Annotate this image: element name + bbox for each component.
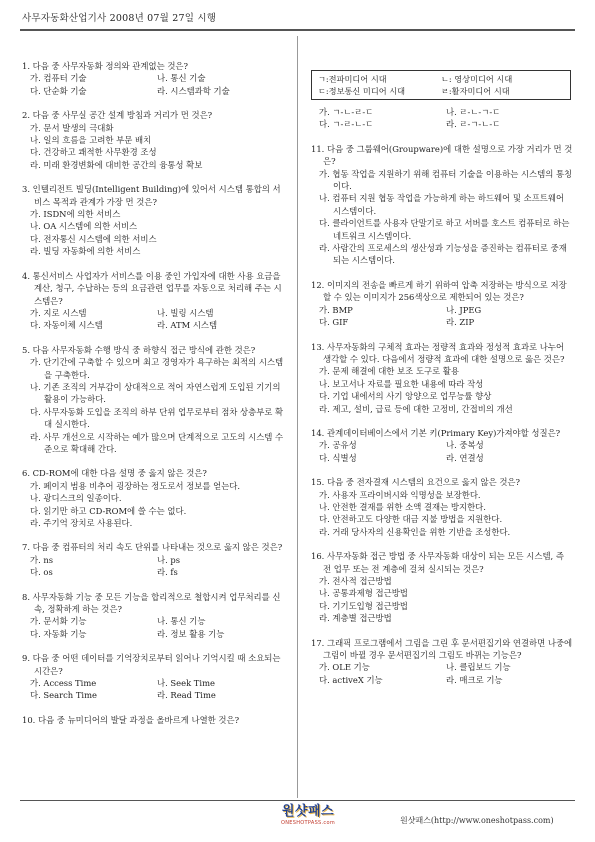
question-stem: 17. 그래픽 프로그램에서 그림을 그린 후 문서편집기와 연결하면 나중에 그림이 바뀔 경우 문서편집기의 그림도 바뀌는 기능은? — [311, 637, 573, 661]
question-item — [311, 427, 573, 464]
question-item — [311, 476, 573, 538]
question-options — [22, 208, 284, 258]
question-options — [22, 554, 284, 579]
question-options — [22, 72, 284, 97]
question-stem: 13. 사무자동화의 구체적 효과는 정량적 효과와 정성적 효과로 나누어 생각할 수 있다. 다음에서 정량적 효과에 대한 설명으로 옳은 것은? — [311, 341, 565, 364]
answer-option[interactable]: 가. 컴퓨터 기술 — [30, 73, 87, 84]
question-stem: 16. 사무자동화 접근 방법 중 사무자동화 대상이 되는 모든 시스템, 즉 전 업무 또는 전 계층에 걸쳐 실시되는 것은? — [311, 551, 564, 574]
answer-option[interactable]: 가. 공유성 — [319, 440, 357, 451]
answer-option[interactable]: 다. 읽기만 하고 CD-ROM에 쓸 수는 없다. — [30, 505, 187, 516]
answer-option[interactable]: 가. 페이지 범용 비추어 굉장하는 정도로서 정보를 얻는다. — [30, 480, 241, 491]
answer-option[interactable]: 나. 공통과제형 접근방법 — [319, 588, 408, 599]
question-options — [311, 489, 573, 539]
question-item — [22, 109, 284, 171]
answer-option[interactable]: 가. ㄱ-ㄴ-ㄹ-ㄷ — [319, 107, 374, 117]
question-item — [22, 183, 284, 257]
answer-option[interactable]: 다. os — [30, 567, 53, 578]
question-item — [22, 344, 284, 456]
footer-site-text: 원샷패스(http://www.oneshotpass.com) — [400, 816, 554, 825]
question-stem: 5. 다음 사무자동화 수행 방식 중 하향식 접근 방식에 관한 것은? — [22, 344, 256, 355]
question-options — [22, 480, 284, 530]
logo-text: 원샷패스 — [281, 804, 335, 819]
answer-option[interactable]: 라. 매크로 기능 — [446, 674, 503, 685]
answer-option[interactable]: 라. ㄹ-ㄱ-ㄴ-ㄷ — [446, 119, 501, 130]
answer-option[interactable]: 다. 기업 내에서의 사기 앙양으로 업무능률 향상 — [319, 391, 492, 402]
answer-option[interactable]: 가. BMP — [319, 304, 353, 315]
answer-option[interactable]: 나. 빌링 시스템 — [157, 307, 214, 318]
answer-option[interactable]: 나. 보고서나 자료를 필요한 내용에 따라 작성 — [319, 378, 484, 389]
answer-option[interactable]: 라. 제고, 설비, 급료 등에 대한 고정비, 간접비의 개선 — [319, 403, 513, 414]
question-stem: 8. 사무자동화 기능 중 모든 기능을 합리적으로 철합시켜 업무처리를 신속, 정확하게 하는 것은? — [22, 591, 281, 615]
answer-option[interactable]: 다. GIF — [319, 317, 349, 328]
question-stem: 14. 관계데이터베이스에서 기본 키(Primary Key)가져야할 성질은? — [311, 427, 561, 438]
answer-option[interactable]: 다. 사무자동화 도입을 조직의 하부 단위 업무로부터 점차 상층부로 확대 실시한다. — [30, 406, 284, 430]
question-item — [311, 279, 573, 329]
question-item — [22, 652, 284, 702]
answer-option[interactable]: 가. 문서화 기능 — [30, 616, 87, 627]
answer-option[interactable]: 나. 광디스크의 일종이다. — [30, 493, 122, 504]
answer-option[interactable]: 나. 컴퓨터 지원 협동 작업을 가능하게 하는 하드웨어 및 소프트웨어 시스템이다. — [319, 193, 565, 216]
answer-option[interactable]: 라. fs — [157, 567, 178, 578]
question-options — [311, 304, 573, 329]
answer-option[interactable]: 나. JPEG — [446, 304, 482, 315]
answer-option[interactable]: 가. ISDN에 의한 서비스 — [30, 209, 121, 220]
question-item — [22, 270, 284, 332]
answer-option[interactable]: 나. 안전한 결재를 위한 소액 결재는 방지한다. — [319, 501, 486, 512]
question-item — [311, 341, 573, 415]
question-stem: 2. 다음 중 사무실 공간 설계 방침과 거리가 먼 것은? — [22, 110, 213, 121]
answer-option[interactable]: 가. Access Time — [30, 678, 97, 689]
question-options — [311, 168, 573, 267]
question-stem: 9. 다음 중 어떤 데이터를 기억장치로부터 읽어나 기억시킬 때 소요되는 시간은? — [22, 653, 281, 676]
question-item — [22, 591, 284, 641]
question-options — [22, 677, 284, 702]
answer-option[interactable]: 나. Seek Time — [157, 678, 215, 689]
answer-option[interactable]: 라. 주기억 장치로 사용된다. — [30, 518, 133, 528]
question-stem: 3. 인텔리전트 빌딩(Intelligent Building)에 있어서 시스템 통합의 서비스 목적과 관계가 가장 먼 것은? — [22, 184, 281, 207]
box-item: ㄹ:활자미디어 시대 — [441, 86, 510, 96]
answer-option[interactable]: 라. 계층별 접근방법 — [319, 613, 392, 624]
question-item — [311, 143, 573, 267]
answer-option[interactable]: 가. OLE 기능 — [319, 662, 370, 673]
question-stem: 6. CD-ROM에 대한 다음 설명 중 옳지 않은 것은? — [22, 468, 207, 479]
answer-option[interactable]: 라. 빌딩 자동화에 의한 서비스 — [30, 246, 141, 257]
footer-rule — [20, 800, 575, 801]
answer-option[interactable]: 라. 시스템과학 기술 — [157, 85, 230, 96]
answer-option[interactable]: 다. ㄱ-ㄹ-ㄴ-ㄷ — [319, 119, 374, 130]
box-item: ㄱ:전파미디어 시대 — [318, 74, 387, 84]
answer-option[interactable]: 라. ZIP — [446, 317, 475, 328]
question-item — [22, 541, 284, 578]
answer-option[interactable]: 가. 단기간에 구축할 수 있으며 최고 경영자가 욕구하는 최적의 시스템을 구축한다. — [30, 357, 284, 380]
question-stem: 7. 다음 중 컴퓨터의 처리 속도 단위를 나타내는 것으로 옳지 않은 것은? — [22, 542, 283, 553]
box-item: ㄷ:정보통신 미디어 시대 — [318, 86, 406, 96]
logo-subtext: ONESHOTPASS.com — [281, 820, 335, 826]
question-item — [311, 637, 573, 687]
right-column — [311, 60, 573, 698]
answer-option[interactable]: 가. 문서 발생의 극대화 — [30, 122, 114, 133]
answer-option[interactable]: 나. 통신 기능 — [157, 616, 206, 627]
question-stem: 10. 다음 중 뉴미디어의 발달 과정을 올바르게 나열한 것은? — [22, 714, 240, 725]
answer-option[interactable]: 다. 단순화 기술 — [30, 85, 87, 96]
answer-option[interactable]: 다. 전자통신 시스템에 의한 서비스 — [30, 233, 157, 244]
answer-option[interactable]: 다. Search Time — [30, 690, 98, 701]
question-options — [22, 615, 284, 640]
answer-option[interactable]: 라. 거래 당사자의 신용확인을 위한 기반을 조성한다. — [319, 526, 511, 537]
answer-option[interactable]: 가. 협동 작업을 지원하기 위해 컴퓨터 기술을 이용하는 시스템의 통칭이다. — [319, 168, 573, 192]
answer-option[interactable]: 나. 통신 기술 — [157, 73, 206, 84]
question-options — [311, 439, 573, 464]
header-rule — [20, 29, 575, 31]
answer-option[interactable]: 다. 자동이체 시스템 — [30, 320, 103, 331]
answer-option[interactable]: 가. 문제 해결에 대한 보조 도구로 활용 — [319, 366, 459, 377]
answer-option[interactable]: 다. 안전하고도 다양한 대금 지불 방법을 지원한다. — [319, 514, 503, 525]
left-column — [22, 60, 284, 738]
answer-option[interactable]: 다. 식별성 — [319, 452, 357, 463]
answer-option[interactable]: 다. 기기도입형 접근방법 — [319, 600, 408, 611]
page-header: 사무자동화산업기사 2008년 07월 27일 시행 — [22, 13, 217, 24]
question-options — [22, 307, 284, 332]
question-stem: 12. 이미지의 전송을 빠르게 하기 위하여 압축 저장하는 방식으로 저장할 수 있는 이미지가 256색상으로 제한되어 있는 것은? — [311, 279, 567, 303]
question-options — [311, 575, 573, 625]
answer-option[interactable]: 가. 지로 시스템 — [30, 307, 87, 318]
question-10-box — [311, 70, 571, 100]
question-item — [22, 467, 284, 529]
answer-option[interactable]: 나. ps — [157, 554, 181, 565]
answer-option[interactable]: 라. 미래 환경변화에 대비한 공간의 융통성 확보 — [30, 159, 203, 170]
question-stem: 1. 다음 중 사무자동화 정의와 관계없는 것은? — [22, 61, 188, 71]
answer-option[interactable]: 나. 기존 조직의 거부감이 상대적으로 적어 자연스럽게 도입된 기기의 활용이 가능하다. — [30, 381, 281, 405]
question-item — [311, 550, 573, 624]
question-stem: 15. 다음 중 전자결재 시스템의 요건으로 옳지 않은 것은? — [311, 477, 521, 488]
answer-option[interactable]: 나. 중복성 — [446, 440, 484, 451]
question-item — [22, 714, 284, 726]
column-divider — [297, 36, 298, 798]
answer-option[interactable]: 라. ATM 시스템 — [157, 320, 218, 331]
question-stem: 4. 통신서비스 사업자가 서비스를 이용 중인 가입자에 대한 사용 요금을 계산, 청구, 수납하는 등의 요금관련 업무를 자동으로 처리해 주는 시스템은? — [22, 270, 282, 306]
answer-option[interactable]: 가. 사용자 프라이버시와 익명성을 보장한다. — [319, 489, 481, 500]
answer-option[interactable]: 다. 클라이언트를 사용자 단말기로 하고 서버를 호스트 컴퓨터로 하는 네트워크 시스템이다. — [319, 218, 570, 241]
question-options — [22, 122, 284, 172]
answer-option[interactable]: 라. 사람간의 프로세스의 생산성과 기능성을 증진하는 컴퓨터로 중재되는 시스템이다. — [319, 243, 567, 266]
question-item — [22, 60, 284, 97]
answer-option[interactable]: 다. 자동화 기능 — [30, 628, 87, 639]
answer-option[interactable]: 다. 건강하고 쾌적한 사무환경 조성 — [30, 147, 157, 158]
question-options — [311, 661, 573, 686]
answer-option[interactable]: 라. 정보 활용 기능 — [157, 628, 225, 639]
answer-option[interactable]: 나. 클립보드 기능 — [446, 662, 511, 673]
answer-option[interactable]: 라. Read Time — [157, 690, 216, 701]
question-10-options — [311, 106, 573, 131]
answer-option[interactable]: 가. 전사적 접근방법 — [319, 576, 392, 586]
question-stem: 11. 다음 중 그룹웨어(Groupware)에 대한 설명으로 가장 거리가 먼 것은? — [311, 143, 573, 167]
box-item: ㄴ: 영상미디어 시대 — [441, 74, 513, 84]
answer-option[interactable]: 라. 사무 개선으로 시작하는 예가 많으며 단계적으로 고도의 시스템 수준으로 확대해 간다. — [30, 431, 284, 454]
answer-option[interactable]: 나. 일의 흐름을 고려한 부문 배치 — [30, 135, 152, 146]
answer-option[interactable]: 나. ㄹ-ㄴ-ㄱ-ㄷ — [446, 107, 501, 117]
answer-option[interactable]: 라. 연결성 — [446, 452, 484, 463]
question-options — [22, 356, 284, 455]
question-options — [311, 365, 573, 415]
answer-option[interactable]: 가. ns — [30, 554, 54, 565]
oneshotpass-logo — [276, 804, 340, 834]
answer-option[interactable]: 나. OA 시스템에 의한 서비스 — [30, 221, 138, 232]
answer-option[interactable]: 다. activeX 기능 — [319, 674, 383, 685]
